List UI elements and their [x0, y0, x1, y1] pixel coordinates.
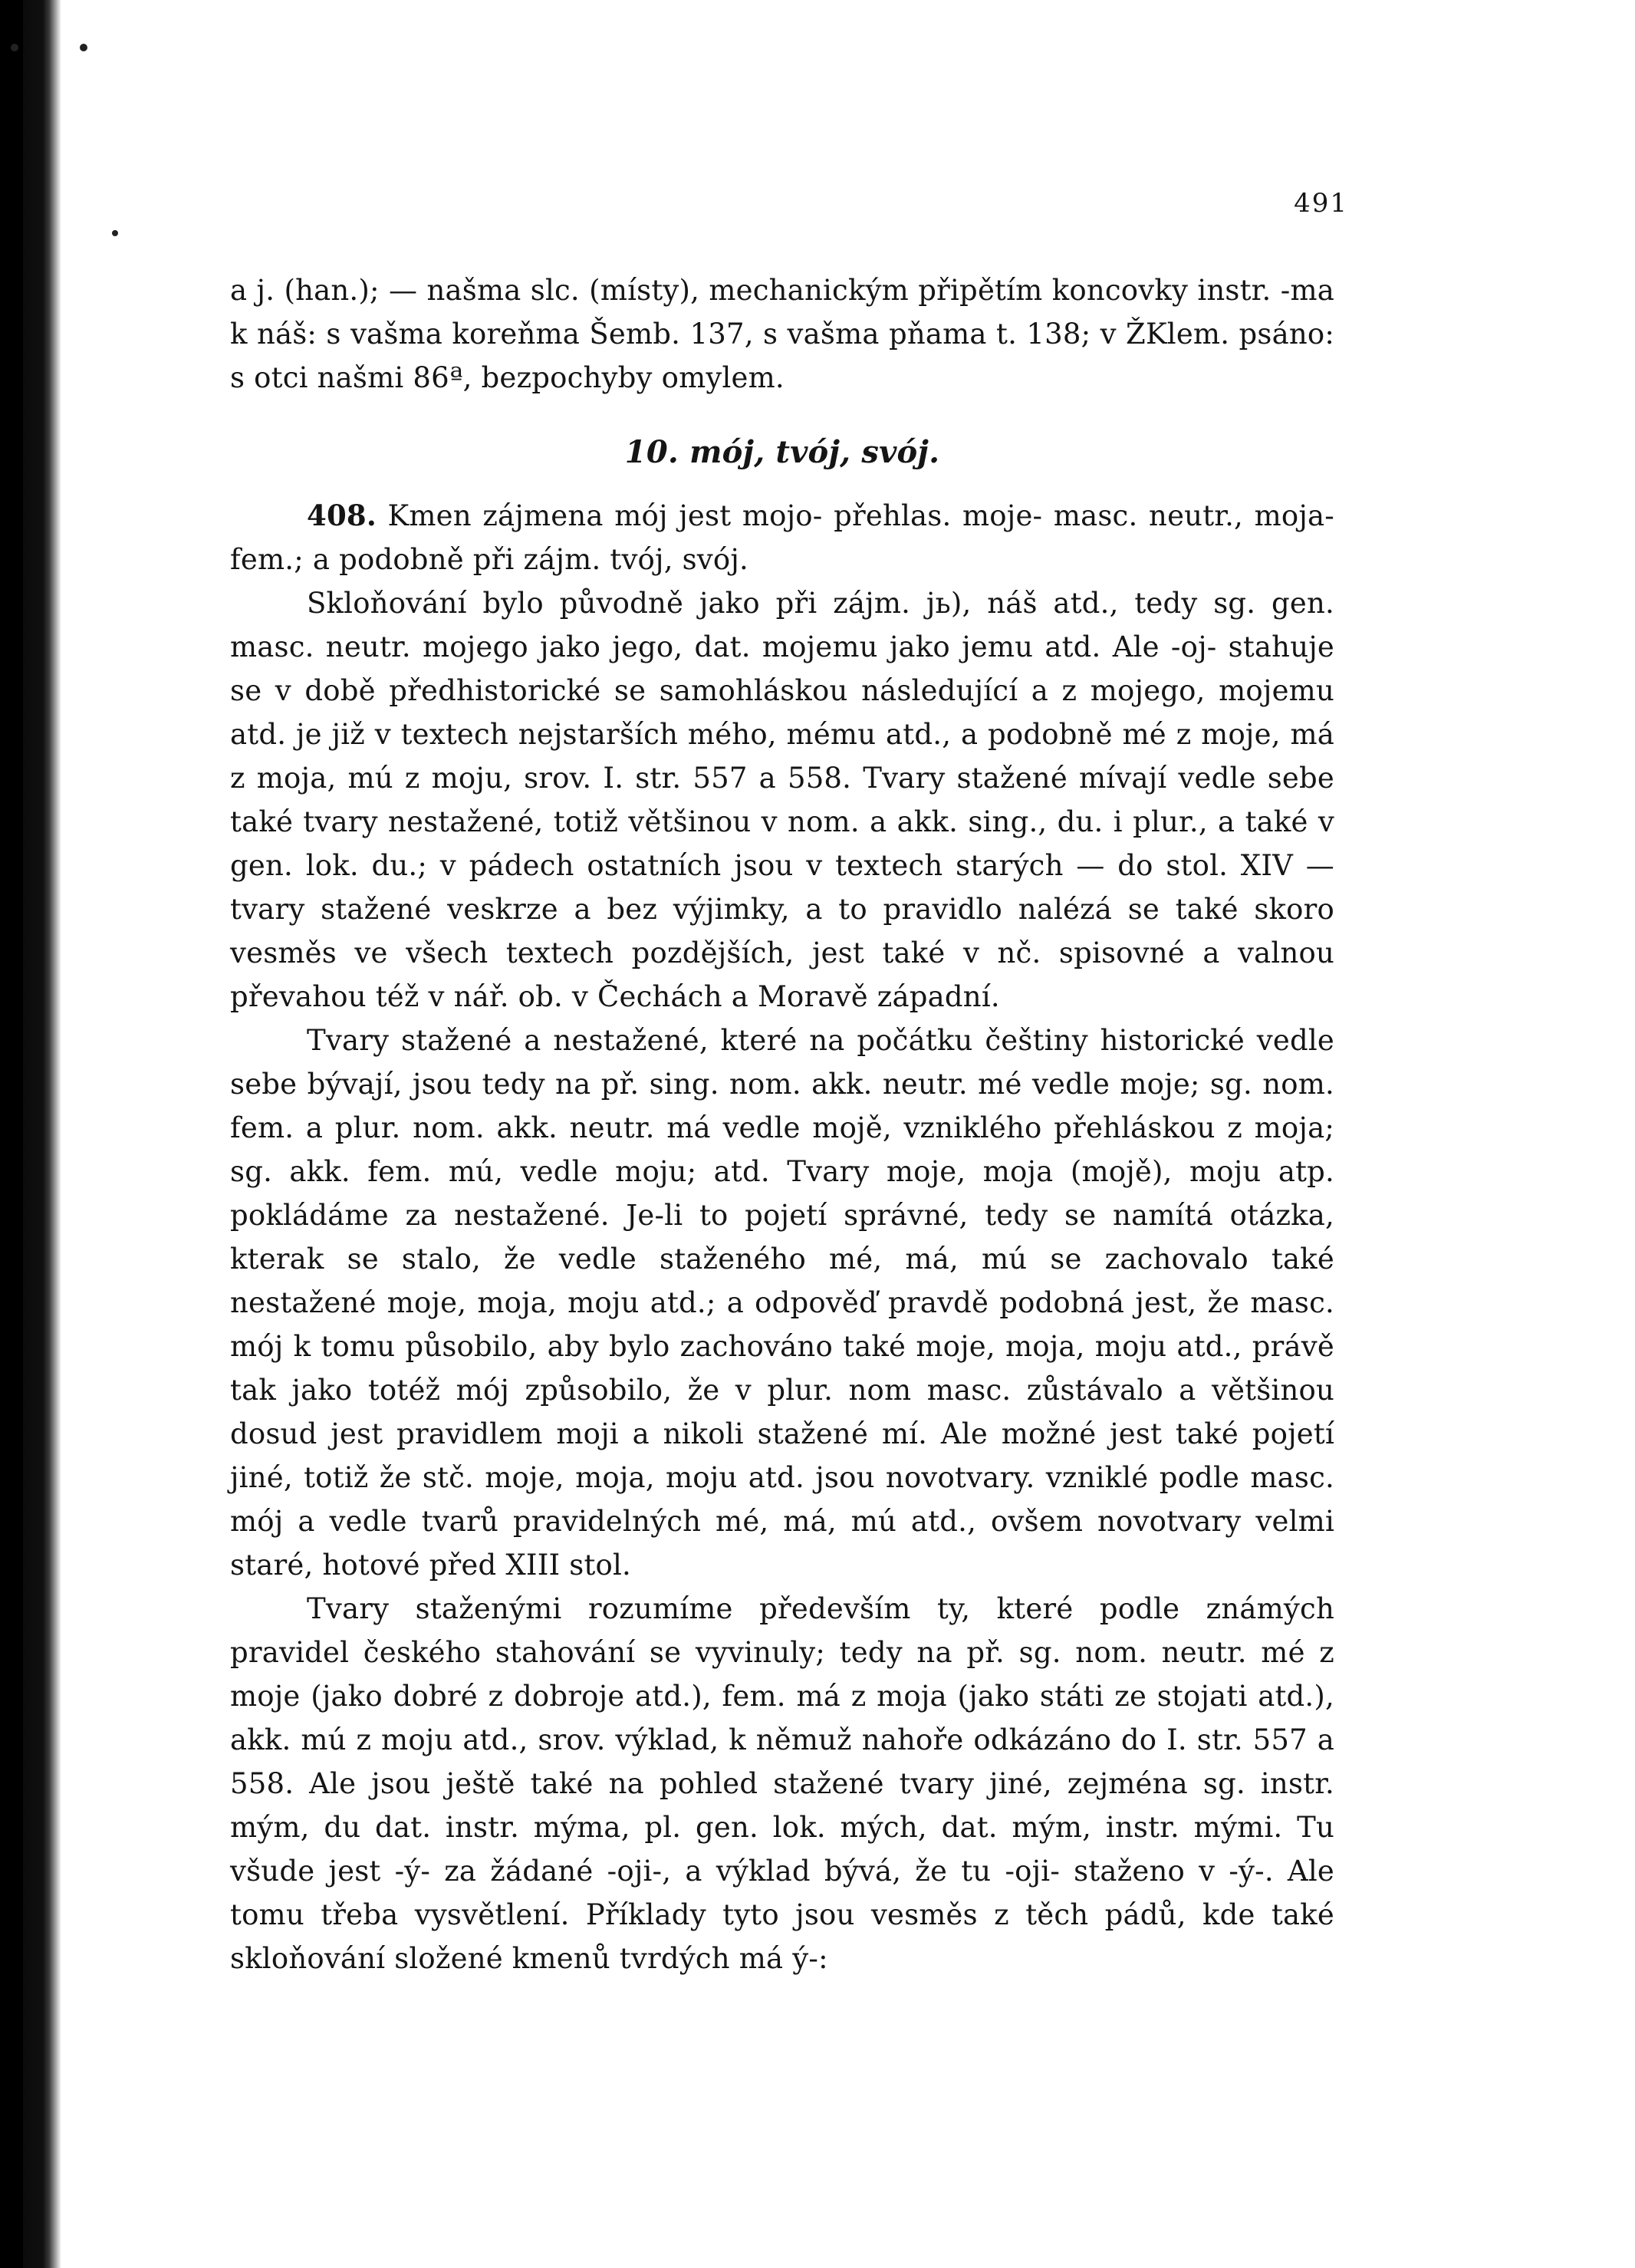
page-number: 491 — [1294, 188, 1348, 219]
paragraph-408-text: Kmen zájmena mój jest mojo- přehlas. moje- masc. neutr., moja- fem.; a podobně při zájm. tvój, svój. — [230, 499, 1334, 576]
scan-edge-marks — [0, 0, 23, 2268]
section-heading: 10. mój, tvój, svój. — [624, 434, 940, 470]
paragraph-contracted-forms: Tvary stažené a nestažené, které na počátku češtiny historické vedle sebe bývají, jsou tedy na př. sing. nom. akk. neutr. mé vedle moje; sg. nom. fem. a plur. nom. akk. neutr. má vedle mojě, vzniklého přehláskou z moja; sg. akk. fem. mú, vedle moju; atd. Tvary moje, moja (mojě), moju atp. pokládáme za nestažené. Je-li to pojetí správné, tedy se namítá otázka, kterak se stalo, že vedle staženého mé, má, mú se zachovalo také nestažené moje, moja, moju atd.; a odpověď pravdě podobná jest, že masc. mój k tomu působilo, aby bylo zachováno také moje, moja, moju atd., právě tak jako totéž mój způsobilo, že v plur. nom masc. zůstávalo a většinou dosud jest pravidlem moji a nikoli stažené mí. Ale možné jest také pojetí jiné, totiž že stč. moje, moja, moju atd. jsou novotvary. vzniklé podle masc. mój a vedle tvarů pravidelných mé, má, mú atd., ovšem novotvary velmi staré, hotové před XIII stol. — [230, 1024, 1334, 1582]
paragraph-continued: a j. (han.); — našma slc. (místy), mechanickým připětím koncovky instr. -ma k náš: s vašma koreňma Šemb. 137, s vašma pňama t. 138; v ŽKlem. psáno: s otci našmi 86ª, bezpochyby omylem. — [230, 274, 1334, 394]
paragraph-contracted-explanation: Tvary staženými rozumíme především ty, které podle známých pravidel českého stahování se vyvinuly; tedy na př. sg. nom. neutr. mé z moje (jako dobré z dobroje atd.), fem. má z moja (jako státi ze stojati atd.), akk. mú z moju atd., srov. výklad, k němuž nahoře odkázáno do I. str. 557 a 558. Ale jsou ještě také na pohled stažené tvary jiné, zejména sg. instr. mým, du dat. instr. mýma, pl. gen. lok. mých, dat. mým, instr. mými. Tu všude jest -ý- za žádané -oji-, a výklad bývá, že tu -oji- staženo v -ý-. Ale tomu třeba vysvětlení. Příklady tyto jsou vesměs z těch pádů, kde také skloňování složené kmenů tvrdých má ý-: — [230, 1592, 1334, 1975]
paragraph-declension: Skloňování bylo původně jako při zájm. jь), náš atd., tedy sg. gen. masc. neutr. mojego jako jego, dat. mojemu jako jemu atd. Ale -oj- stahuje se v době předhistorické se samohláskou následující a z mojego, mojemu atd. je již v textech nejstarších mého, mému atd., a podobně mé z moje, má z moja, mú z moju, srov. I. str. 557 a 558. Tvary stažené mívají vedle sebe také tvary nestažené, totiž většinou v nom. a akk. sing., du. i plur., a také v gen. lok. du.; v pádech ostatních jsou v textech starých — do stol. XIV — tvary stažené veskrze a bez výjimky, a to pravidlo nalézá se také skoro vesměs ve všech textech pozdějších, jest také v nč. spisovné a valnou převahou též v nář. ob. v Čechách a Moravě západní. — [230, 587, 1334, 1013]
scan-speck — [80, 44, 87, 51]
scan-speck — [112, 230, 118, 236]
page-body — [230, 268, 1334, 1980]
section-number: 408. — [307, 499, 377, 532]
paragraph-408 — [230, 494, 1334, 581]
scan-speck — [11, 44, 18, 51]
